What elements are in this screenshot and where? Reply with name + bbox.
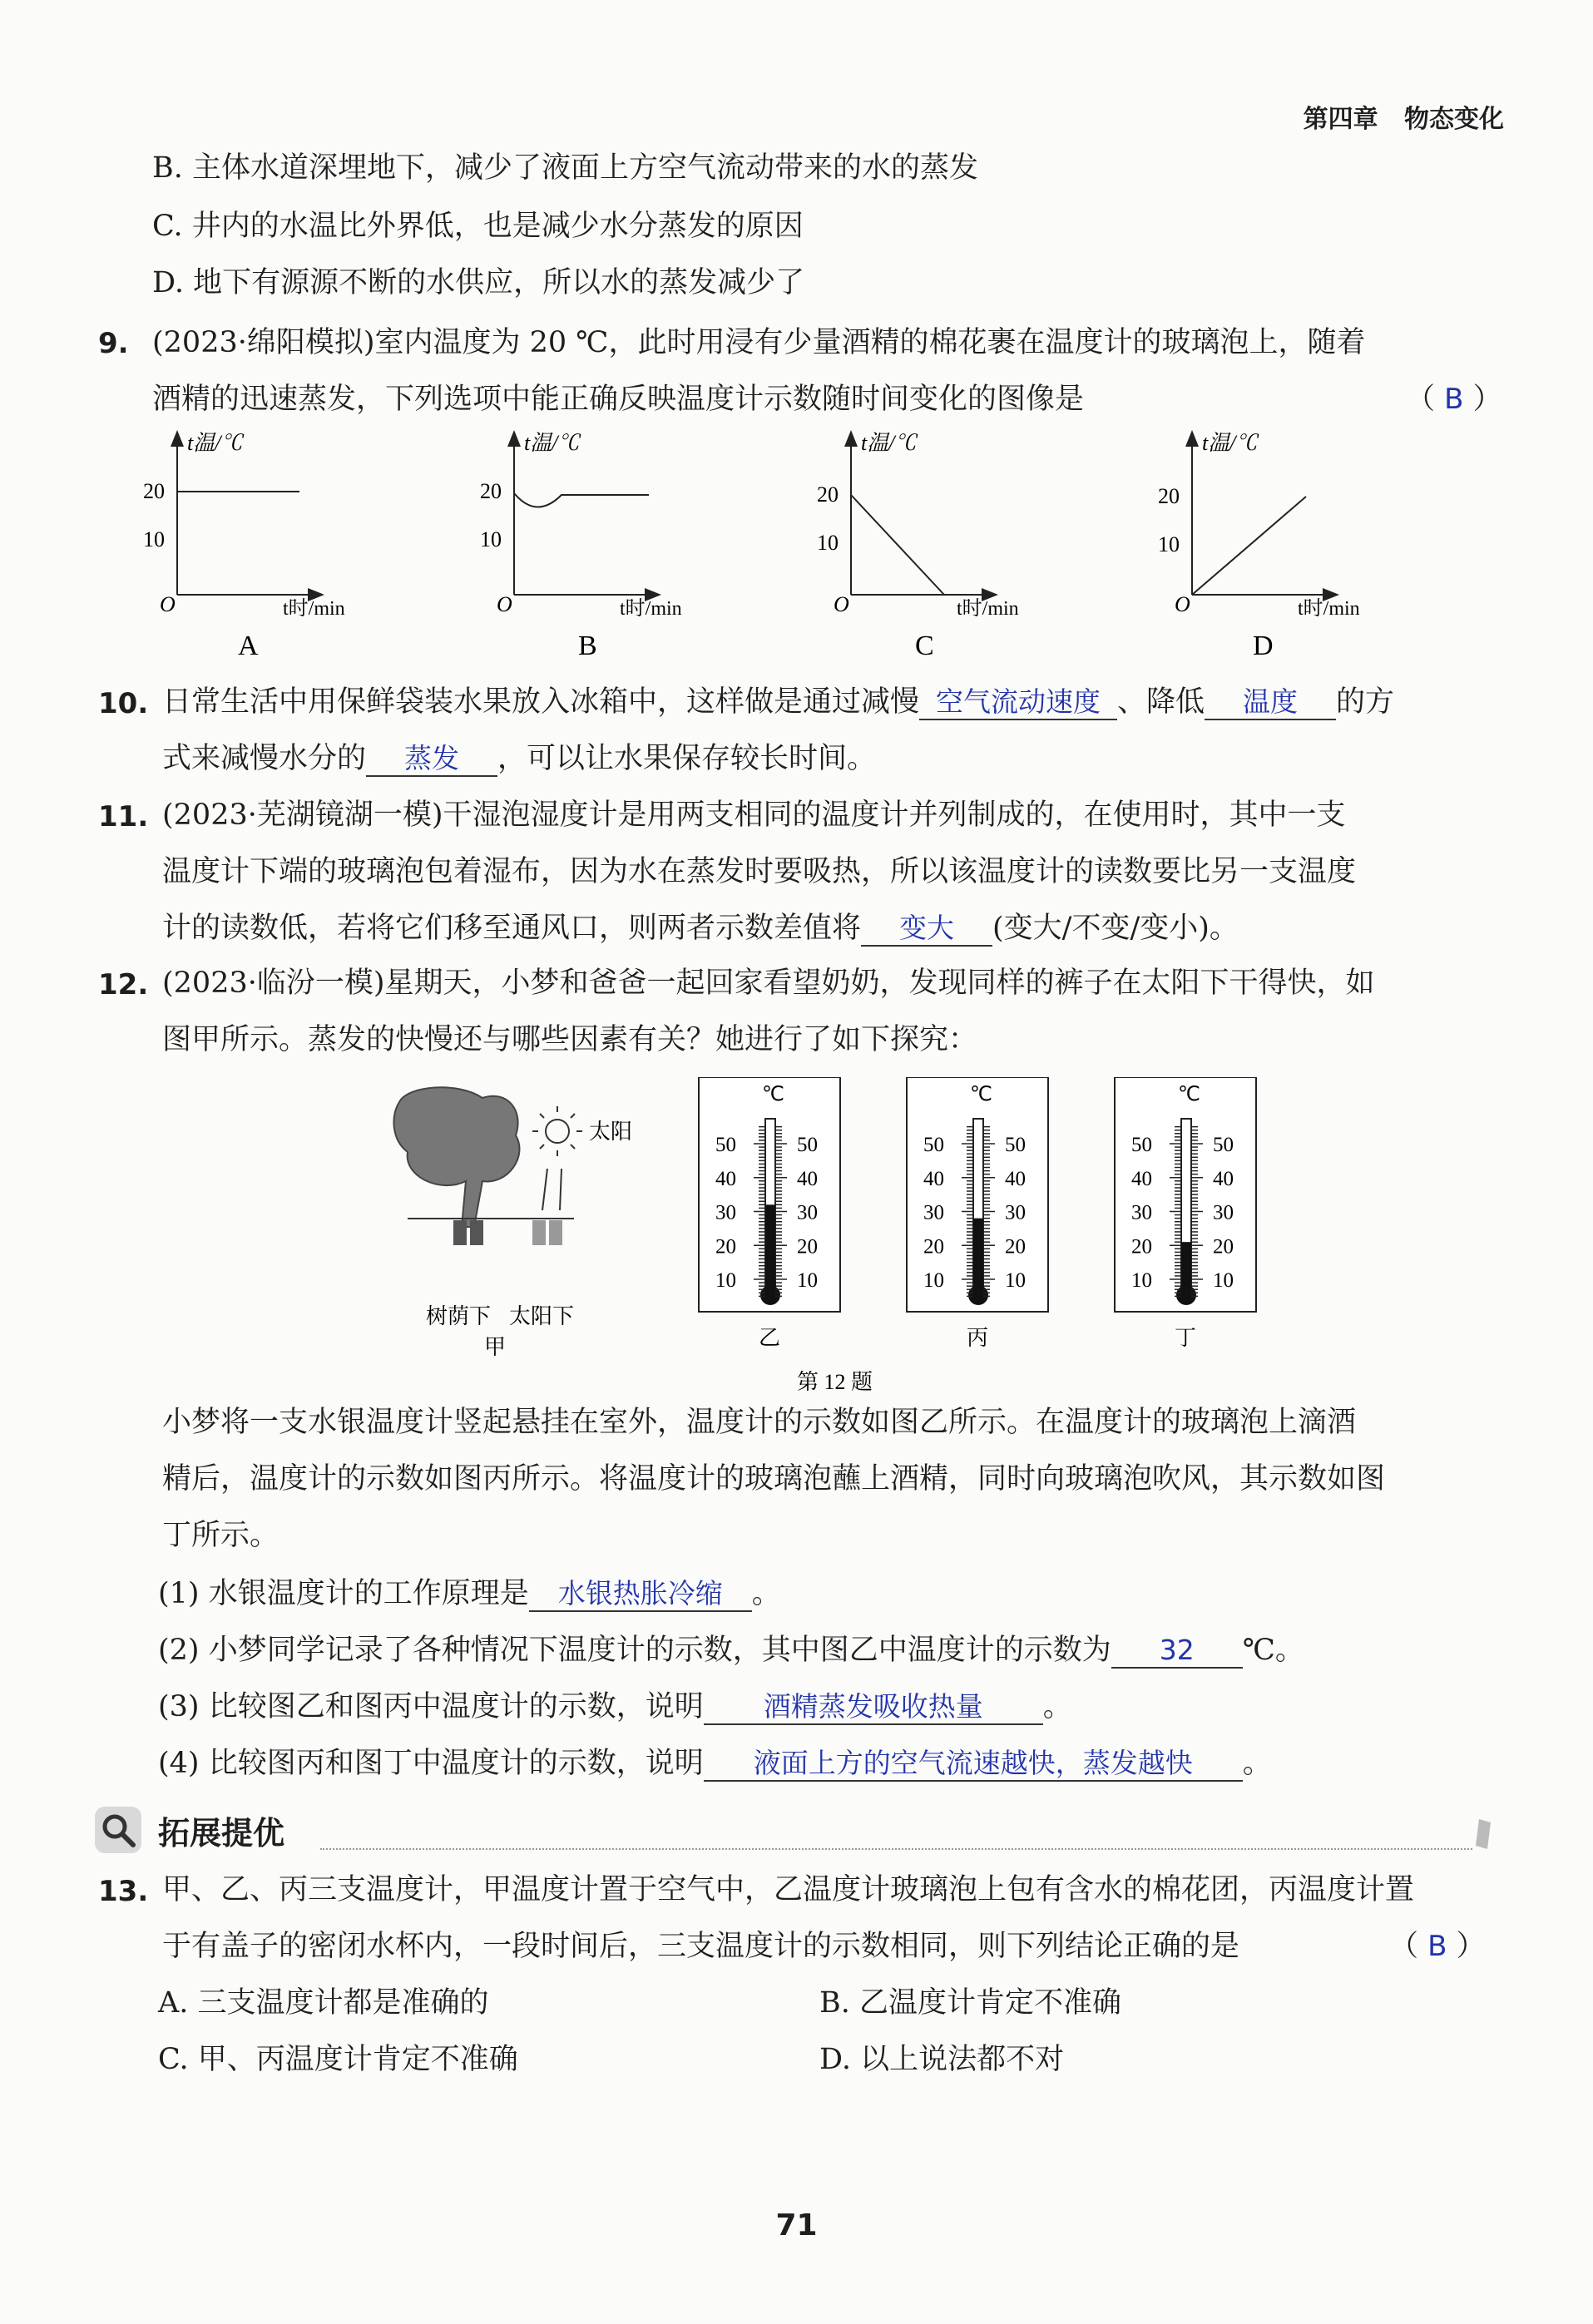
q13-line1: 甲、乙、丙三支温度计，甲温度计置于空气中，乙温度计玻璃泡上包有含水的棉花团，丙温度计置 <box>162 1873 1415 1906</box>
q9-graphs <box>125 428 1422 678</box>
scale-label-right: 30 <box>797 1201 818 1224</box>
q12-sub3: (3) 比较图乙和图丙中温度计的示数，说明 酒精蒸发吸收热量 。 <box>158 1690 1072 1723</box>
jia-label: 甲 <box>484 1335 507 1359</box>
chapter-title: 物态变化 <box>1404 105 1504 134</box>
q11-blank: 变大 <box>861 912 992 947</box>
q12-line1: (2023·临汾一模)星期天，小梦和爸爸一起回家看望奶奶，发现同样的裤子在太阳下干得快，如 <box>162 967 1375 1000</box>
q13-answer: B <box>1427 1930 1447 1963</box>
q12-figure <box>391 1077 1281 1393</box>
q11-number: 11. <box>98 800 149 833</box>
scale-label-right: 30 <box>1005 1201 1026 1224</box>
q12-sub3-answer: 酒精蒸发吸收热量 <box>704 1690 1043 1725</box>
q10-blank2: 温度 <box>1205 685 1336 720</box>
scale-label-left: 10 <box>715 1269 736 1292</box>
graph-d <box>1158 431 1360 661</box>
graph-c <box>817 431 1019 661</box>
thermometer-unit: ℃ <box>970 1084 992 1105</box>
graph-a-ylabel: t温/℃ <box>187 431 243 455</box>
q13-option-c: C. 甲、丙温度计肯定不准确 <box>158 2043 518 2076</box>
scale-label-right: 10 <box>1005 1269 1026 1292</box>
graph-c-tick20: 20 <box>817 482 839 507</box>
graph-d-tick20: 20 <box>1158 484 1180 508</box>
thermometer-mercury <box>765 1204 775 1292</box>
scale-label-left: 10 <box>923 1269 944 1292</box>
sun-label: 太阳 <box>589 1120 633 1144</box>
q9-number: 9. <box>98 327 129 360</box>
graph-c-origin: O <box>834 592 849 616</box>
scale-label-left: 30 <box>715 1201 736 1224</box>
graph-b <box>480 431 682 661</box>
q11-line3: 计的读数低，若将它们移至通风口，则两者示数差值将 变大 (变大/不变/变小)。 <box>162 912 1239 945</box>
q12-para-line2: 精后，温度计的示数如图丙所示。将温度计的玻璃泡蘸上酒精，同时向玻璃泡吹风，其示数如图 <box>162 1462 1386 1496</box>
q12-sub4: (4) 比较图丙和图丁中温度计的示数，说明 液面上方的空气流速越快，蒸发越快 。 <box>158 1747 1272 1780</box>
scale-label-right: 10 <box>1213 1269 1234 1292</box>
graph-d-label: D <box>1253 630 1274 661</box>
graph-c-ylabel: t温/℃ <box>861 431 917 455</box>
scale-label-left: 50 <box>1131 1134 1152 1156</box>
thermometer-bulb <box>968 1285 988 1305</box>
section-search-icon <box>93 1805 143 1855</box>
q8-option-b: B. 主体水道深埋地下，减少了液面上方空气流动带来的水的蒸发 <box>152 151 978 185</box>
thermometers <box>699 1077 1256 1350</box>
graph-d-origin: O <box>1175 592 1190 616</box>
graph-a-label: A <box>238 630 259 661</box>
page-number: 71 <box>775 2208 818 2242</box>
graph-b-ylabel: t温/℃ <box>524 431 580 455</box>
q13-line2: 于有盖子的密闭水杯内，一段时间后，三支温度计的示数相同，则下列结论正确的是 <box>162 1930 1240 1963</box>
scale-label-right: 40 <box>1213 1167 1234 1190</box>
scale-label-left: 30 <box>923 1201 944 1224</box>
graph-a <box>143 431 345 661</box>
thermometer-bulb <box>1176 1285 1196 1305</box>
q12-number: 12. <box>98 968 149 1001</box>
q12-sub1: (1) 水银温度计的工作原理是 水银热胀冷缩 。 <box>158 1577 781 1610</box>
q9-answer: B <box>1444 383 1464 416</box>
shade-label: 树荫下 <box>426 1304 492 1328</box>
q13-answer-bracket: （ B ） <box>1389 1930 1486 1963</box>
scale-label-left: 30 <box>1131 1201 1152 1224</box>
graph-a-xlabel: t时/min <box>283 598 345 620</box>
q8-option-c: C. 井内的水温比外界低，也是减少水分蒸发的原因 <box>152 210 804 243</box>
graph-b-label: B <box>578 630 597 661</box>
section-title: 拓展提优 <box>158 1815 285 1852</box>
q13-option-d: D. 以上说法都不对 <box>819 2043 1065 2076</box>
pants-sun-icon <box>532 1220 546 1245</box>
scale-label-left: 40 <box>1131 1167 1152 1190</box>
graph-a-origin: O <box>160 592 176 616</box>
q11-line2: 温度计下端的玻璃泡包着湿布，因为水在蒸发时要吸热，所以该温度计的读数要比另一支温度 <box>162 855 1357 888</box>
graph-d-ylabel: t温/℃ <box>1202 431 1258 455</box>
scale-label-right: 50 <box>1213 1134 1234 1156</box>
thermometer-unit: ℃ <box>762 1084 784 1105</box>
figure-caption: 第 12 题 <box>797 1370 873 1393</box>
thermometer-bulb <box>760 1285 780 1305</box>
q12-sub4-answer: 液面上方的空气流速越快，蒸发越快 <box>704 1747 1243 1782</box>
scale-label-right: 20 <box>1005 1235 1026 1258</box>
thermometer-unit: ℃ <box>1178 1084 1200 1105</box>
section-decoration-icon <box>1472 1817 1497 1851</box>
q12-sub1-answer: 水银热胀冷缩 <box>529 1577 752 1612</box>
graph-d-curve <box>1192 497 1306 595</box>
q12-sub2-answer: 32 <box>1111 1634 1243 1669</box>
scale-label-right: 50 <box>1005 1134 1026 1156</box>
q10-line1: 日常生活中用保鲜袋装水果放入冰箱中，这样做是通过减慢 空气流动速度 、降低 温度 的方 <box>162 685 1395 719</box>
q9-answer-bracket: （ B ） <box>1406 383 1502 416</box>
q12-para-line1: 小梦将一支水银温度计竖起悬挂在室外，温度计的示数如图乙所示。在温度计的玻璃泡上滴酒 <box>162 1406 1357 1439</box>
thermometer-1 <box>699 1077 840 1350</box>
q10-number: 10. <box>98 687 149 720</box>
graph-d-tick10: 10 <box>1158 532 1180 556</box>
graph-a-tick10: 10 <box>143 527 165 551</box>
scale-label-left: 40 <box>923 1167 944 1190</box>
q9-stem-line2: 酒精的迅速蒸发，下列选项中能正确反映温度计示数随时间变化的图像是 <box>152 383 1085 416</box>
q10-blank3: 蒸发 <box>366 742 497 777</box>
thermometer-label: 丁 <box>1175 1326 1197 1350</box>
graph-d-xlabel: t时/min <box>1298 598 1360 620</box>
q12-line2: 图甲所示。蒸发的快慢还与哪些因素有关？她进行了如下探究： <box>162 1023 978 1056</box>
scale-label-right: 10 <box>797 1269 818 1292</box>
graph-b-xlabel: t时/min <box>620 598 682 620</box>
sun-icon <box>546 1120 569 1143</box>
section-divider <box>320 1848 1472 1850</box>
scale-label-right: 40 <box>1005 1167 1026 1190</box>
graph-b-curve <box>514 493 649 507</box>
scale-label-right: 20 <box>1213 1235 1234 1258</box>
pants-shade-icon <box>453 1220 467 1245</box>
graph-c-tick10: 10 <box>817 531 839 555</box>
scale-label-left: 20 <box>1131 1235 1152 1258</box>
scale-label-left: 50 <box>715 1134 736 1156</box>
tree-icon <box>393 1087 519 1227</box>
thermometer-label: 乙 <box>759 1326 781 1350</box>
thermometer-mercury <box>973 1219 983 1292</box>
graph-c-label: C <box>915 630 934 661</box>
sun-under-label: 太阳下 <box>509 1304 575 1328</box>
q12-sub2: (2) 小梦同学记录了各种情况下温度计的示数，其中图乙中温度计的示数为 32 ℃。 <box>158 1634 1304 1667</box>
chapter-number: 第四章 <box>1303 105 1378 134</box>
scale-label-right: 20 <box>797 1235 818 1258</box>
thermometer-label: 丙 <box>967 1326 989 1350</box>
graph-a-tick20: 20 <box>143 479 165 503</box>
scale-label-left: 50 <box>923 1134 944 1156</box>
thermometer-3 <box>1115 1077 1256 1350</box>
scale-label-right: 50 <box>797 1134 818 1156</box>
scale-label-left: 10 <box>1131 1269 1152 1292</box>
scale-label-right: 30 <box>1213 1201 1234 1224</box>
q11-line1: (2023·芜湖镜湖一模)干湿泡湿度计是用两支相同的温度计并列制成的，在使用时，其中一支 <box>162 799 1346 832</box>
q13-number: 13. <box>98 1875 149 1908</box>
thermometer-2 <box>907 1077 1048 1350</box>
graph-b-tick20: 20 <box>480 479 502 503</box>
scale-label-left: 20 <box>715 1235 736 1258</box>
q10-blank1: 空气流动速度 <box>919 685 1117 720</box>
figure-jia-scene <box>393 1087 632 1359</box>
chapter-header <box>1304 98 1504 135</box>
thermometer-mercury <box>1181 1242 1191 1292</box>
q10-line2: 式来减慢水分的 蒸发 ，可以让水果保存较长时间。 <box>162 742 877 775</box>
q8-option-d: D. 地下有源源不断的水供应，所以水的蒸发减少了 <box>152 266 805 299</box>
graph-b-origin: O <box>497 592 512 616</box>
scale-label-left: 20 <box>923 1235 944 1258</box>
q13-option-b: B. 乙温度计肯定不准确 <box>819 1986 1121 2020</box>
q13-option-a: A. 三支温度计都是准确的 <box>158 1986 489 2020</box>
q12-para-line3: 丁所示。 <box>162 1519 280 1552</box>
scale-label-left: 40 <box>715 1167 736 1190</box>
q9-stem-line1: (2023·绵阳模拟)室内温度为 20 ℃，此时用浸有少量酒精的棉花裹在温度计的玻璃泡上，随着 <box>152 326 1366 359</box>
graph-c-curve <box>851 495 944 595</box>
scale-label-right: 40 <box>797 1167 818 1190</box>
graph-b-tick10: 10 <box>480 527 502 551</box>
graph-c-xlabel: t时/min <box>957 598 1019 620</box>
